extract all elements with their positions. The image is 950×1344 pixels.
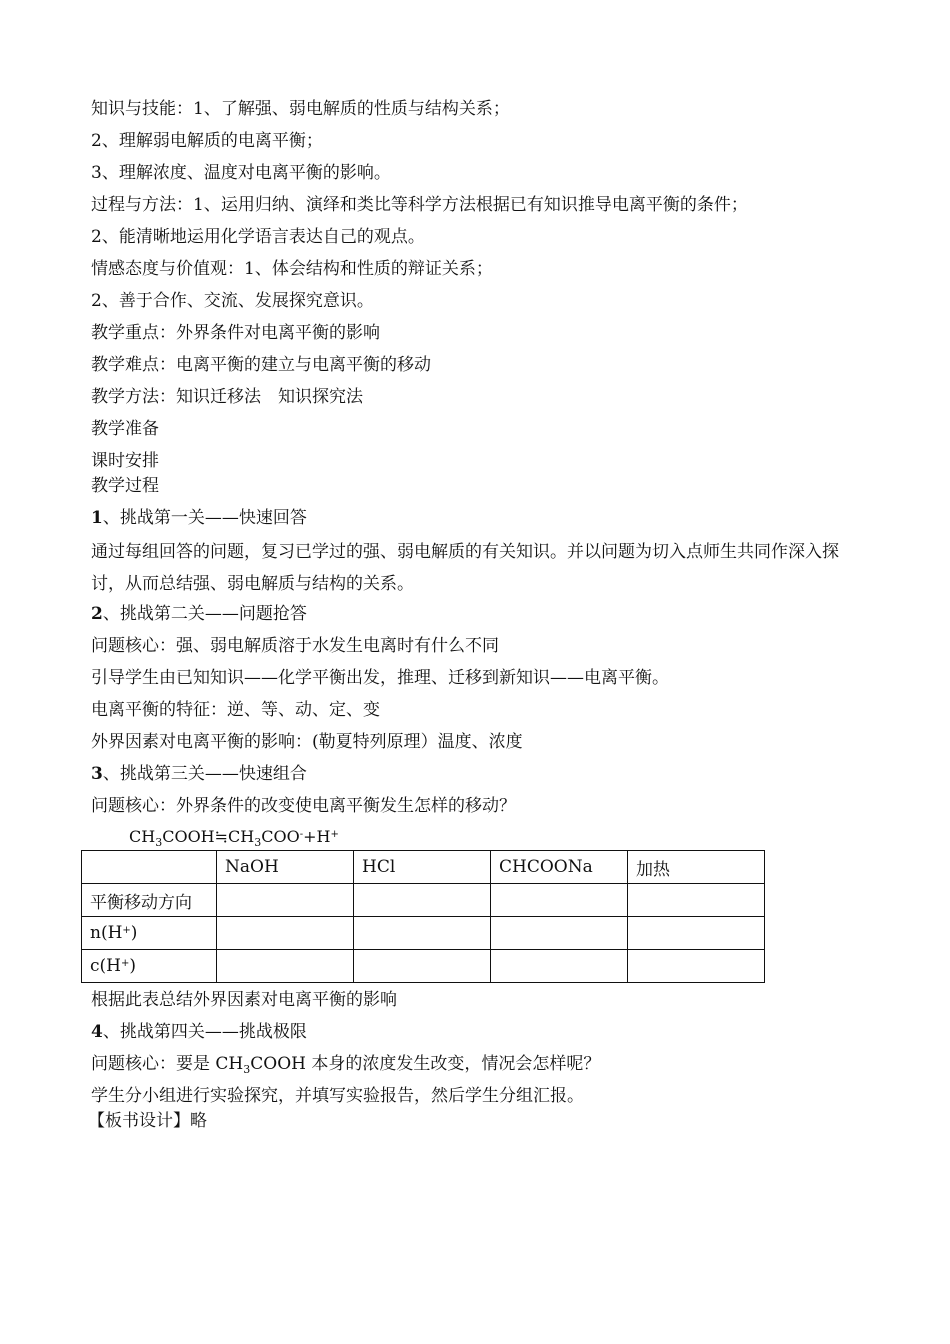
section-4-core-a: 问题核心：要是 CH bbox=[91, 1054, 244, 1074]
section-3-title: 、挑战第三关——快速组合 bbox=[102, 764, 307, 784]
table-cell bbox=[491, 884, 628, 917]
table-cell bbox=[354, 917, 491, 950]
section-2-heading bbox=[91, 603, 307, 625]
objective-emotion-2: 2、善于合作、交流、发展探究意识。 bbox=[91, 291, 374, 311]
key-point: 教学重点：外界条件对电离平衡的影响 bbox=[91, 323, 380, 343]
table-summary: 根据此表总结外界因素对电离平衡的影响 bbox=[91, 990, 397, 1010]
section-4-report: 学生分小组进行实验探究，并填写实验报告，然后学生分组汇报。 bbox=[91, 1086, 584, 1106]
eq-part-4: COO bbox=[261, 827, 300, 846]
table-row bbox=[82, 884, 765, 917]
teaching-method: 教学方法：知识迁移法 知识探究法 bbox=[91, 387, 363, 407]
schedule: 课时安排 bbox=[91, 451, 159, 471]
equilibrium-arrow: ≒ bbox=[214, 827, 229, 846]
section-2-number: 2 bbox=[91, 604, 103, 624]
table-cell bbox=[354, 950, 491, 983]
objective-knowledge: 知识与技能：1、了解强、弱电解质的性质与结构关系； bbox=[91, 99, 510, 119]
objective-knowledge-2: 2、理解弱电解质的电离平衡； bbox=[91, 131, 323, 151]
row-label-text: c(H bbox=[90, 956, 121, 976]
eq-part-2: COOH bbox=[162, 827, 215, 846]
section-4-heading bbox=[91, 1021, 307, 1043]
process-title: 教学过程 bbox=[91, 476, 159, 496]
table-header-row bbox=[82, 851, 765, 884]
section-3-number: 3 bbox=[91, 764, 103, 784]
table-cell bbox=[217, 950, 354, 983]
section-1-heading bbox=[91, 507, 307, 529]
section-2-core: 问题核心：强、弱电解质溶于水发生电离时有什么不同 bbox=[91, 636, 499, 656]
row-label bbox=[82, 950, 217, 983]
table-header-cell: NaOH bbox=[217, 851, 354, 884]
table-cell bbox=[628, 884, 765, 917]
row-label bbox=[82, 917, 217, 950]
section-4-title: 、挑战第四关——挑战极限 bbox=[102, 1022, 307, 1042]
table-cell bbox=[491, 917, 628, 950]
section-2-title: 、挑战第二关——问题抢答 bbox=[102, 604, 307, 624]
table-cell bbox=[217, 917, 354, 950]
table-cell bbox=[628, 950, 765, 983]
section-2-factors: 外界因素对电离平衡的影响：(勒夏特列原理）温度、浓度 bbox=[91, 732, 523, 752]
table-cell bbox=[628, 917, 765, 950]
row-label: 平衡移动方向 bbox=[82, 884, 217, 917]
eq-sub-1: 3 bbox=[155, 836, 163, 849]
teaching-prep: 教学准备 bbox=[91, 419, 159, 439]
section-2-features: 电离平衡的特征：逆、等、动、定、变 bbox=[91, 700, 380, 720]
eq-sub-2: 3 bbox=[254, 836, 262, 849]
eq-sup-1: - bbox=[299, 829, 304, 840]
table-header-cell: HCl bbox=[354, 851, 491, 884]
section-2-guide: 引导学生由已知知识——化学平衡出发，推理、迁移到新知识——电离平衡。 bbox=[91, 668, 669, 688]
row-label-sup: + bbox=[120, 958, 130, 969]
section-3-core: 问题核心：外界条件的改变使电离平衡发生怎样的移动？ bbox=[91, 796, 516, 816]
section-1-number: 1 bbox=[91, 508, 103, 528]
table-header-cell bbox=[82, 851, 217, 884]
eq-sup-2: + bbox=[330, 829, 339, 840]
section-4-core-b: COOH 本身的浓度发生改变，情况会怎样呢？ bbox=[250, 1054, 601, 1074]
table-cell bbox=[354, 884, 491, 917]
eq-part-5: +H bbox=[303, 827, 331, 846]
row-label-text: n(H bbox=[90, 923, 123, 943]
table-header-cell: CHCOONa bbox=[491, 851, 628, 884]
table-cell bbox=[491, 950, 628, 983]
objective-process-2: 2、能清晰地运用化学语言表达自己的观点。 bbox=[91, 227, 425, 247]
section-3-heading bbox=[91, 763, 307, 785]
table-header-cell: 加热 bbox=[628, 851, 765, 884]
ionization-equation bbox=[129, 826, 339, 848]
section-4-core-sub: 3 bbox=[243, 1063, 251, 1076]
board-design: 【板书设计】略 bbox=[88, 1111, 207, 1131]
row-label-end: ) bbox=[130, 923, 138, 943]
objective-process: 过程与方法：1、运用归纳、演绎和类比等科学方法根据已有知识推导电离平衡的条件； bbox=[91, 195, 748, 215]
equilibrium-shift-table bbox=[81, 850, 765, 983]
section-1-body: 通过每组回答的问题，复习已学过的强、弱电解质的有关知识。并以问题为切入点师生共同作深入探讨，从而总结强、弱电解质与结构的关系。 bbox=[91, 542, 839, 594]
section-1-title: 、挑战第一关——快速回答 bbox=[102, 508, 307, 528]
objective-knowledge-3: 3、理解浓度、温度对电离平衡的影响。 bbox=[91, 163, 391, 183]
difficulty: 教学难点：电离平衡的建立与电离平衡的移动 bbox=[91, 355, 431, 375]
table-cell bbox=[217, 884, 354, 917]
row-label-sup: + bbox=[122, 925, 131, 936]
eq-part-1: CH bbox=[129, 827, 156, 846]
table-row bbox=[82, 950, 765, 983]
eq-part-3: CH bbox=[228, 827, 255, 846]
objective-emotion: 情感态度与价值观：1、体会结构和性质的辩证关系； bbox=[91, 259, 493, 279]
section-4-core bbox=[91, 1053, 600, 1075]
row-label-end: ) bbox=[129, 956, 137, 976]
table-row bbox=[82, 917, 765, 950]
section-4-number: 4 bbox=[91, 1022, 103, 1042]
